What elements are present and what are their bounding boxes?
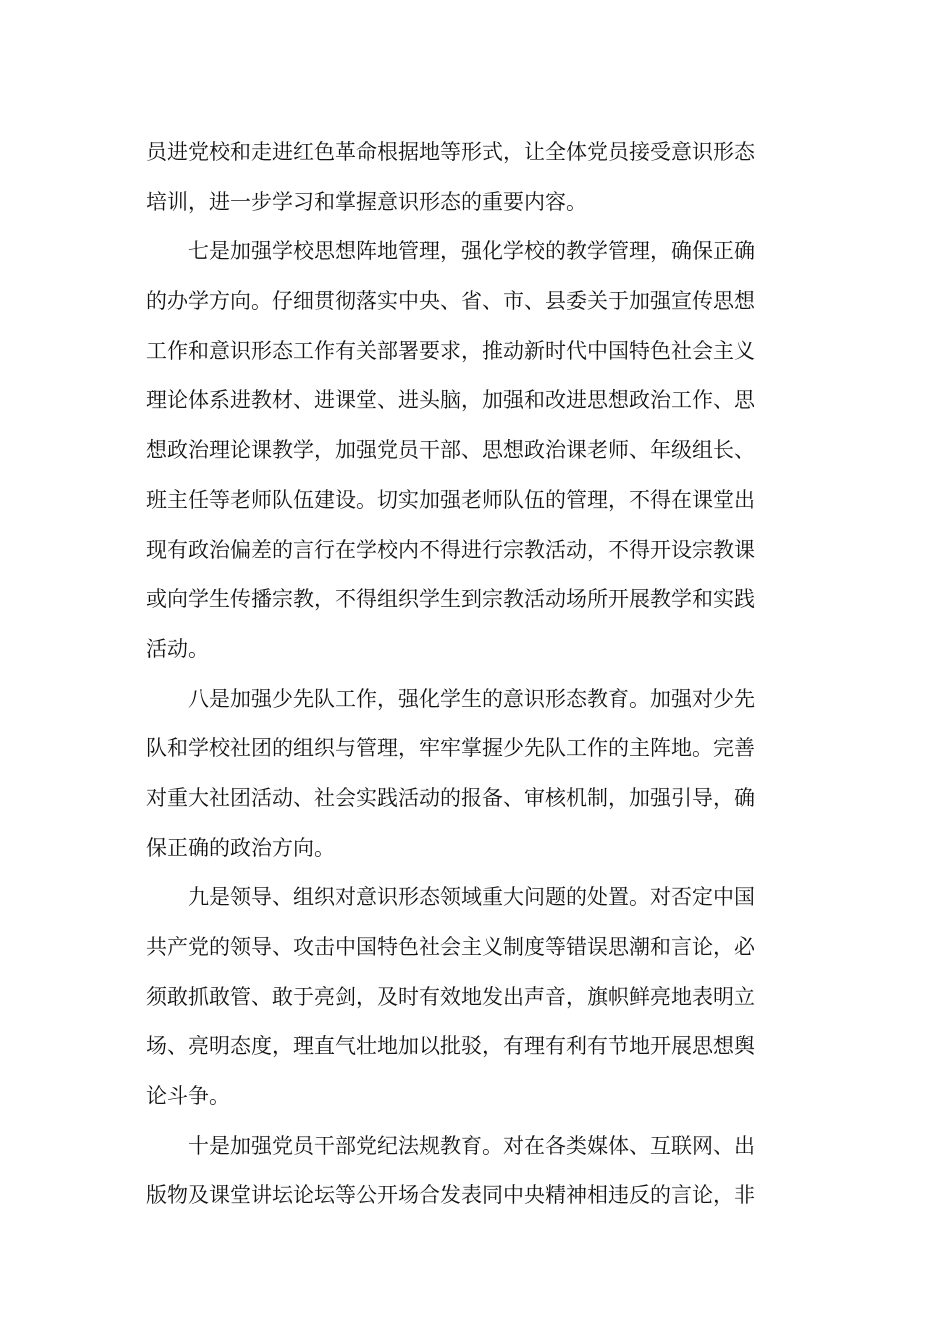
text-line: 共产党的领导、攻击中国特色社会主义制度等错误思潮和言论，必 (146, 935, 755, 959)
text-line: 培训，进一步学习和掌握意识形态的重要内容。 (146, 189, 587, 214)
text-line: 现有政治偏差的言行在学校内不得进行宗教活动，不得开设宗教课 (146, 537, 755, 562)
text-line: 论斗争。 (146, 1084, 230, 1109)
text-line: 版物及课堂讲坛论坛等公开场合发表同中央精神相违反的言论，非 (146, 1183, 755, 1208)
text-line: 班主任等老师队伍建设。切实加强老师队伍的管理，不得在课堂出 (146, 487, 755, 512)
text-line: 须敢抓敢管、敢于亮剑，及时有效地发出声音，旗帜鲜亮地表明立 (146, 984, 755, 1009)
text-line: 保正确的政治方向。 (146, 835, 335, 860)
text-line: 想政治理论课教学，加强党员干部、思想政治课老师、年级组长、 (146, 438, 755, 463)
text-line: 活动。 (146, 636, 209, 661)
text-line: 员进党校和走进红色革命根据地等形式，让全体党员接受意识形态 (146, 140, 755, 164)
paragraph-start-line: 十是加强党员干部党纪法规教育。对在各类媒体、互联网、出 (188, 1133, 755, 1158)
text-line: 理论体系进教材、进课堂、进头脑，加强和改进思想政治工作、思 (146, 388, 755, 413)
text-line: 对重大社团活动、社会实践活动的报备、审核机制，加强引导，确 (146, 785, 755, 810)
paragraph-start-line: 七是加强学校思想阵地管理，强化学校的教学管理，确保正确 (188, 239, 755, 264)
text-line: 队和学校社团的组织与管理，牢牢掌握少先队工作的主阵地。完善 (146, 736, 755, 761)
text-line: 场、亮明态度，理直气壮地加以批驳，有理有利有节地开展思想舆 (146, 1034, 755, 1059)
text-line: 工作和意识形态工作有关部署要求，推动新时代中国特色社会主义 (146, 338, 755, 363)
text-line: 的办学方向。仔细贯彻落实中央、省、市、县委关于加强宣传思想 (146, 289, 755, 314)
paragraph-start-line: 八是加强少先队工作，强化学生的意识形态教育。加强对少先 (188, 686, 755, 711)
document-body (146, 128, 810, 1221)
text-line: 或向学生传播宗教，不得组织学生到宗教活动场所开展教学和实践 (146, 587, 755, 612)
paragraph-start-line: 九是领导、组织对意识形态领域重大问题的处置。对否定中国 (188, 885, 755, 910)
